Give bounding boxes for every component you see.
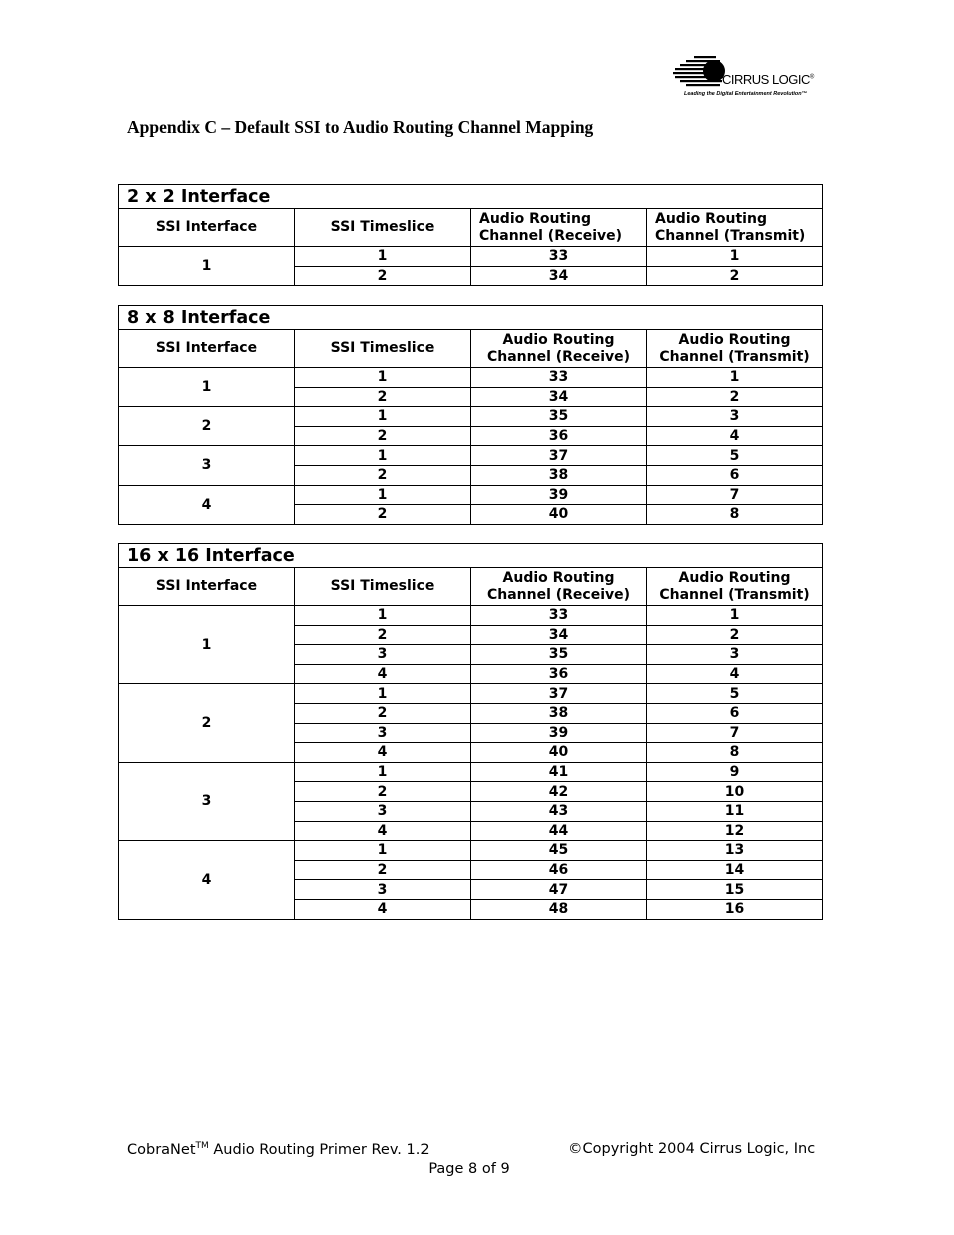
ssi-timeslice-cell: 3 [295, 880, 471, 900]
ssi-interface-cell: 1 [119, 606, 295, 684]
column-header: SSI Interface [119, 209, 295, 247]
receive-channel-cell: 42 [471, 782, 647, 802]
table-row [119, 684, 823, 704]
receive-channel-cell: 38 [471, 703, 647, 723]
table-row [119, 247, 823, 267]
table-row [119, 485, 823, 505]
column-header: SSI Timeslice [295, 330, 471, 368]
ssi-timeslice-cell: 2 [295, 465, 471, 485]
column-header: Audio Routing Channel (Receive) [471, 330, 647, 368]
ssi-timeslice-cell: 1 [295, 606, 471, 626]
footer-document-name: CobraNet™ Audio Routing Primer Rev. 1.2 [127, 1141, 430, 1158]
ssi-timeslice-cell: 2 [295, 860, 471, 880]
transmit-channel-cell: 14 [647, 860, 823, 880]
ssi-timeslice-cell: 3 [295, 645, 471, 665]
ssi-interface-cell: 2 [119, 407, 295, 446]
transmit-channel-cell: 6 [647, 703, 823, 723]
receive-channel-cell: 40 [471, 743, 647, 763]
transmit-channel-cell: 3 [647, 407, 823, 427]
table-row [119, 841, 823, 861]
receive-channel-cell: 47 [471, 880, 647, 900]
transmit-channel-cell: 1 [647, 368, 823, 388]
ssi-timeslice-cell: 1 [295, 446, 471, 466]
column-header: Audio Routing Channel (Transmit) [647, 330, 823, 368]
receive-channel-cell: 34 [471, 387, 647, 407]
receive-channel-cell: 33 [471, 247, 647, 267]
receive-channel-cell: 37 [471, 684, 647, 704]
receive-channel-cell: 41 [471, 762, 647, 782]
column-header: Audio Routing Channel (Receive) [471, 209, 647, 247]
transmit-channel-cell: 15 [647, 880, 823, 900]
ssi-timeslice-cell: 4 [295, 664, 471, 684]
table-row [119, 606, 823, 626]
receive-channel-cell: 34 [471, 625, 647, 645]
receive-channel-cell: 33 [471, 368, 647, 388]
ssi-timeslice-cell: 3 [295, 723, 471, 743]
receive-channel-cell: 36 [471, 426, 647, 446]
transmit-channel-cell: 12 [647, 821, 823, 841]
ssi-timeslice-cell: 1 [295, 407, 471, 427]
ssi-timeslice-cell: 1 [295, 841, 471, 861]
ssi-timeslice-cell: 2 [295, 703, 471, 723]
footer-copyright: ©Copyright 2004 Cirrus Logic, Inc [568, 1141, 816, 1157]
receive-channel-cell: 43 [471, 801, 647, 821]
logo-wordmark: CIRRUS LOGIC® [722, 72, 814, 87]
receive-channel-cell: 45 [471, 841, 647, 861]
transmit-channel-cell: 7 [647, 485, 823, 505]
column-header: SSI Interface [119, 330, 295, 368]
transmit-channel-cell: 2 [647, 266, 823, 286]
ssi-interface-cell: 1 [119, 247, 295, 286]
ssi-interface-cell: 2 [119, 684, 295, 762]
ssi-timeslice-cell: 1 [295, 485, 471, 505]
transmit-channel-cell: 13 [647, 841, 823, 861]
ssi-timeslice-cell: 2 [295, 266, 471, 286]
ssi-interface-cell: 1 [119, 368, 295, 407]
ssi-timeslice-cell: 2 [295, 625, 471, 645]
ssi-timeslice-cell: 1 [295, 684, 471, 704]
transmit-channel-cell: 1 [647, 606, 823, 626]
transmit-channel-cell: 10 [647, 782, 823, 802]
transmit-channel-cell: 2 [647, 625, 823, 645]
receive-channel-cell: 48 [471, 899, 647, 919]
transmit-channel-cell: 5 [647, 446, 823, 466]
receive-channel-cell: 34 [471, 266, 647, 286]
transmit-channel-cell: 4 [647, 664, 823, 684]
transmit-channel-cell: 5 [647, 684, 823, 704]
table-row [119, 407, 823, 427]
ssi-timeslice-cell: 2 [295, 782, 471, 802]
receive-channel-cell: 44 [471, 821, 647, 841]
receive-channel-cell: 39 [471, 723, 647, 743]
footer-page-number: Page 8 of 9 [428, 1161, 510, 1177]
ssi-timeslice-cell: 1 [295, 247, 471, 267]
mapping-table [118, 543, 823, 920]
receive-channel-cell: 40 [471, 505, 647, 525]
ssi-timeslice-cell: 4 [295, 899, 471, 919]
table-caption: 8 x 8 Interface [119, 306, 823, 330]
column-header: SSI Timeslice [295, 209, 471, 247]
receive-channel-cell: 46 [471, 860, 647, 880]
ssi-timeslice-cell: 3 [295, 801, 471, 821]
column-header: Audio Routing Channel (Transmit) [647, 209, 823, 247]
transmit-channel-cell: 2 [647, 387, 823, 407]
ssi-timeslice-cell: 2 [295, 387, 471, 407]
column-header: Audio Routing Channel (Transmit) [647, 568, 823, 606]
transmit-channel-cell: 1 [647, 247, 823, 267]
column-header: Audio Routing Channel (Receive) [471, 568, 647, 606]
transmit-channel-cell: 4 [647, 426, 823, 446]
ssi-timeslice-cell: 4 [295, 821, 471, 841]
receive-channel-cell: 38 [471, 465, 647, 485]
transmit-channel-cell: 7 [647, 723, 823, 743]
receive-channel-cell: 33 [471, 606, 647, 626]
logo-tagline: Leading the Digital Entertainment Revolution™ [684, 91, 808, 97]
table-row [119, 368, 823, 388]
ssi-timeslice-cell: 2 [295, 426, 471, 446]
ssi-timeslice-cell: 1 [295, 762, 471, 782]
mapping-table [118, 305, 823, 525]
ssi-interface-cell: 3 [119, 762, 295, 840]
table-caption: 2 x 2 Interface [119, 185, 823, 209]
transmit-channel-cell: 8 [647, 743, 823, 763]
receive-channel-cell: 37 [471, 446, 647, 466]
column-header: SSI Timeslice [295, 568, 471, 606]
receive-channel-cell: 35 [471, 645, 647, 665]
transmit-channel-cell: 16 [647, 899, 823, 919]
table-row [119, 762, 823, 782]
table-row [119, 446, 823, 466]
mapping-table [118, 184, 823, 286]
receive-channel-cell: 35 [471, 407, 647, 427]
table-caption: 16 x 16 Interface [119, 544, 823, 568]
page-title: Appendix C – Default SSI to Audio Routing Channel Mapping [127, 117, 594, 137]
transmit-channel-cell: 6 [647, 465, 823, 485]
receive-channel-cell: 36 [471, 664, 647, 684]
receive-channel-cell: 39 [471, 485, 647, 505]
transmit-channel-cell: 9 [647, 762, 823, 782]
ssi-interface-cell: 4 [119, 485, 295, 524]
ssi-timeslice-cell: 2 [295, 505, 471, 525]
cirrus-logic-logo [672, 54, 822, 100]
ssi-timeslice-cell: 4 [295, 743, 471, 763]
transmit-channel-cell: 11 [647, 801, 823, 821]
ssi-timeslice-cell: 1 [295, 368, 471, 388]
transmit-channel-cell: 8 [647, 505, 823, 525]
transmit-channel-cell: 3 [647, 645, 823, 665]
ssi-interface-cell: 4 [119, 841, 295, 919]
ssi-interface-cell: 3 [119, 446, 295, 485]
column-header: SSI Interface [119, 568, 295, 606]
